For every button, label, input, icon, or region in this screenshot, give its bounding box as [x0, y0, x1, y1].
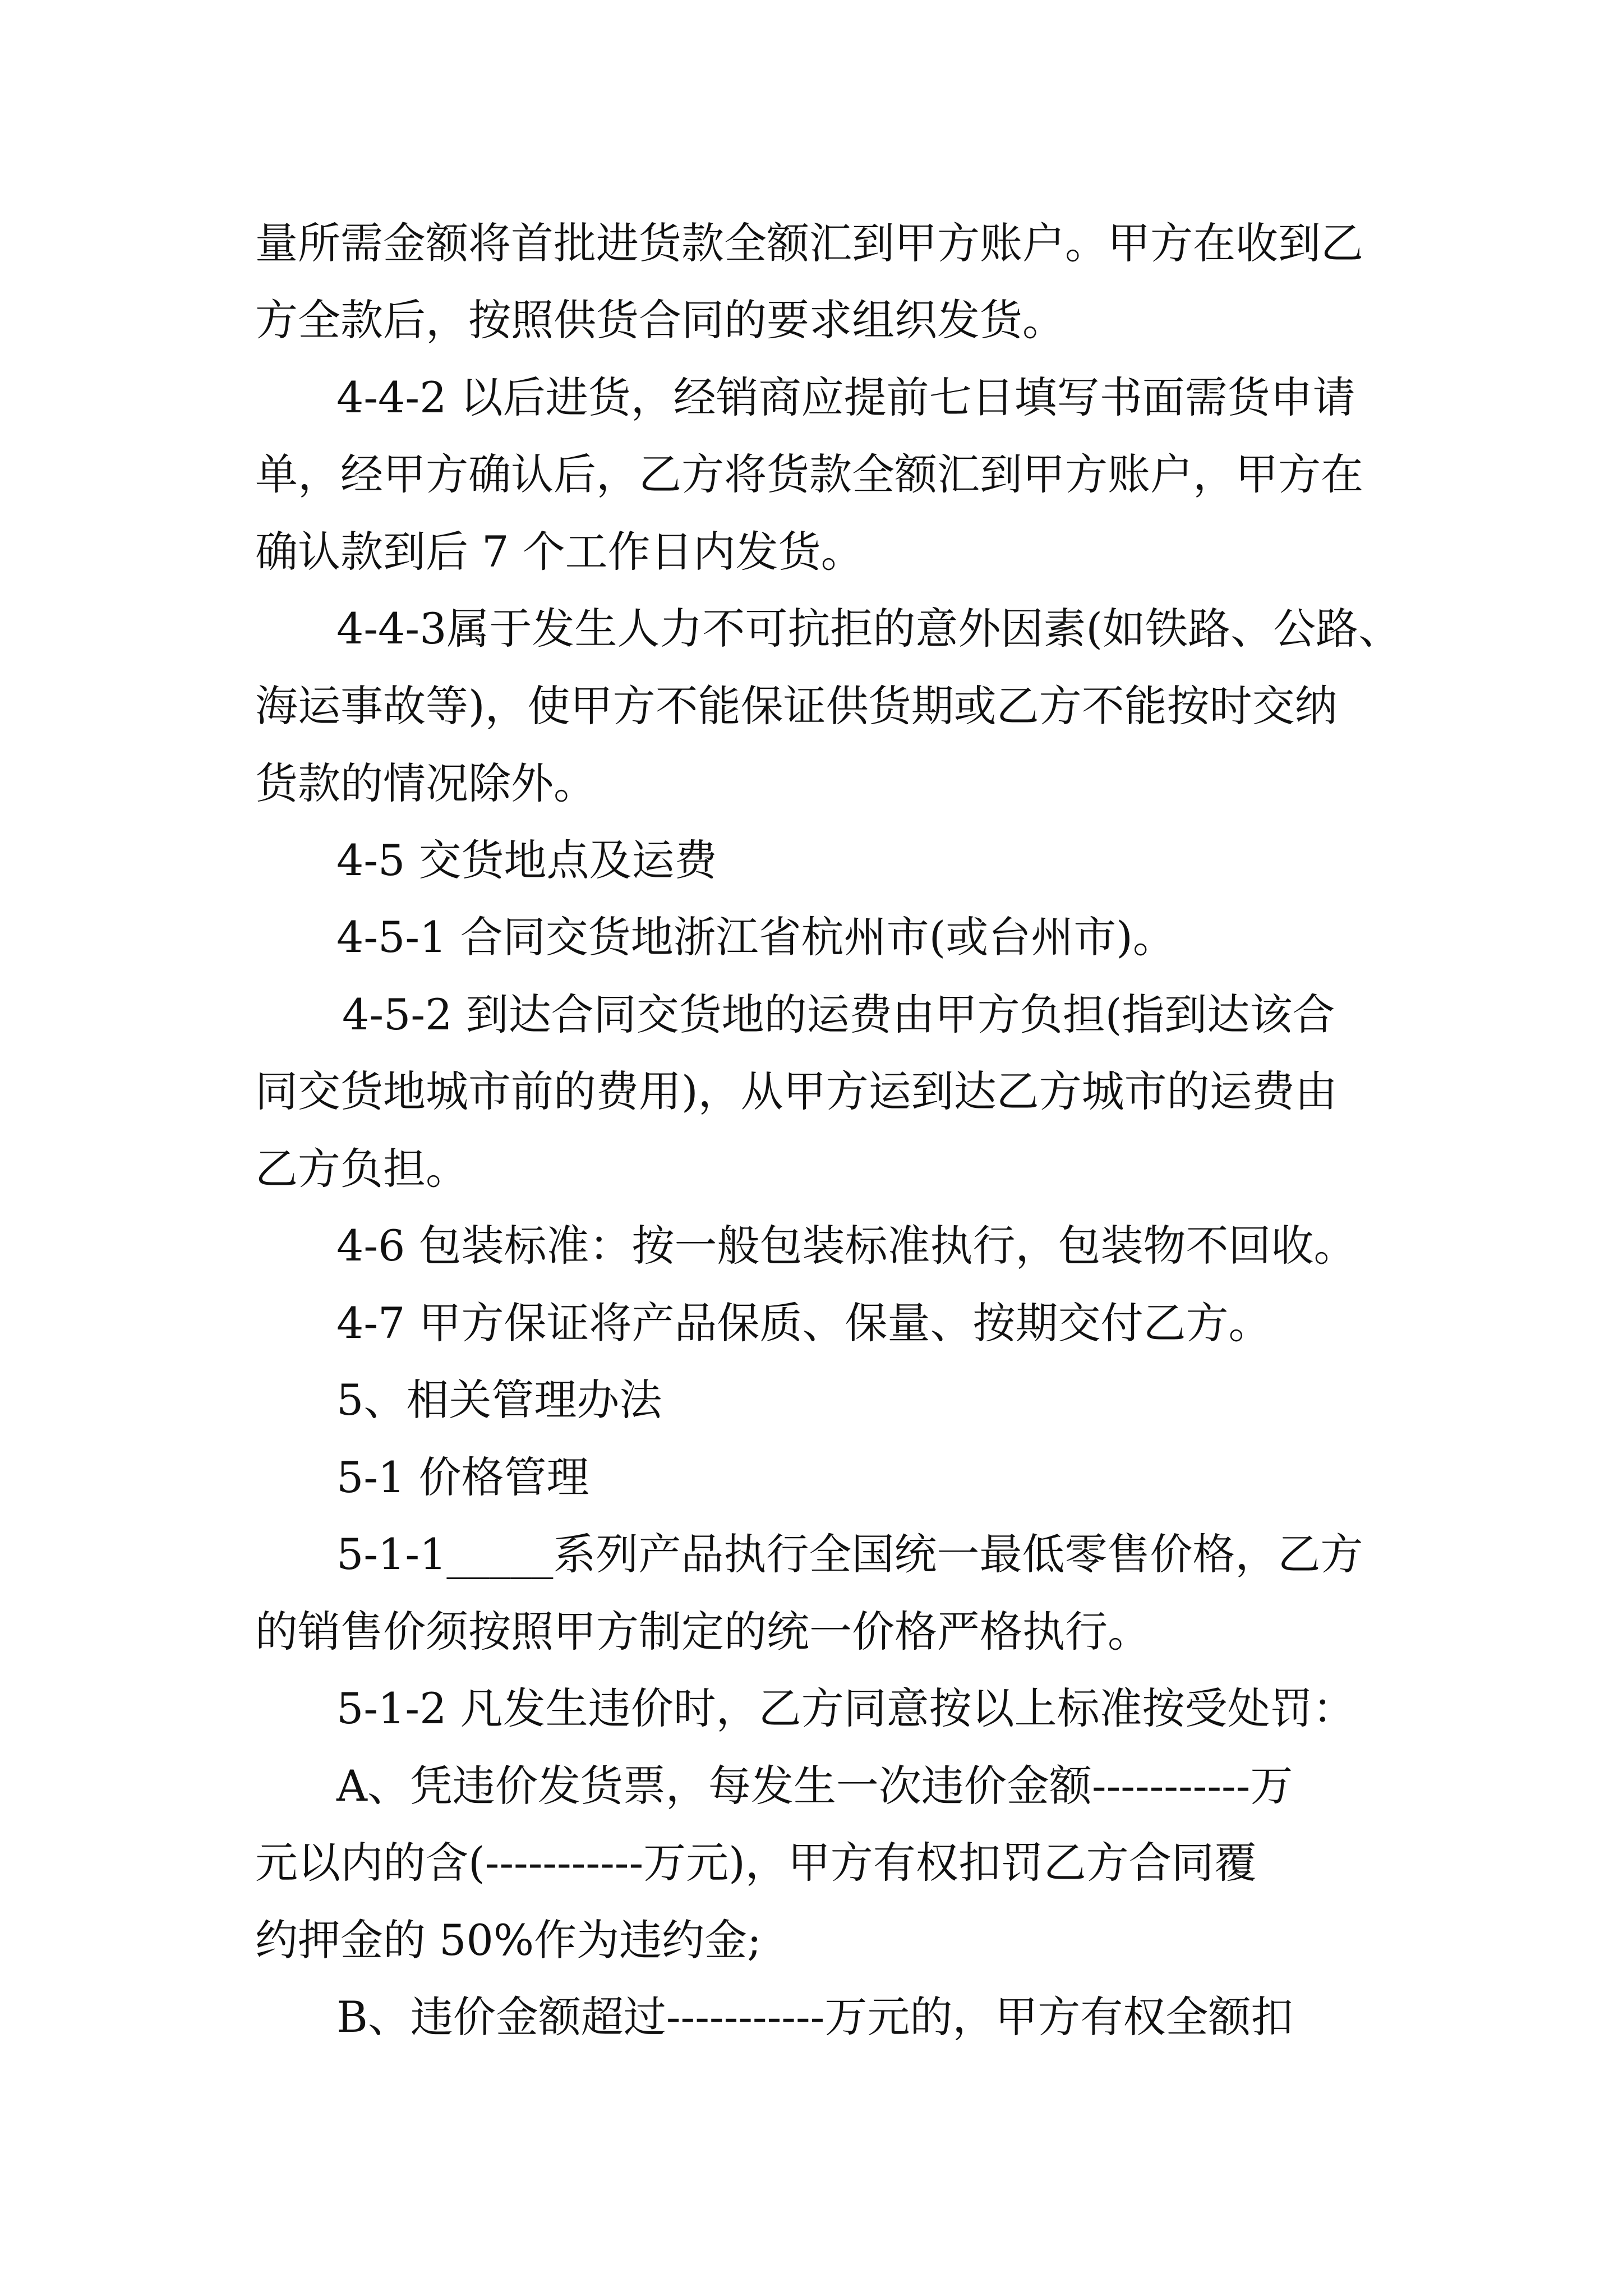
- text-line: 4-5 交货地点及运费: [336, 835, 717, 885]
- text-line: 4-4-2 以后进货，经销商应提前七日填写书面需货申请: [336, 372, 1355, 422]
- text-line: 5-1-1_____系列产品执行全国统一最低零售价格，乙方: [336, 1529, 1363, 1579]
- text-line: 海运事故等)，使甲方不能保证供货期或乙方不能按时交纳: [255, 681, 1338, 731]
- text-line: 5-1-2 凡发生违价时，乙方同意按以上标准按受处罚：: [336, 1683, 1355, 1733]
- text-line: 4-7 甲方保证将产品保质、保量、按期交付乙方。: [336, 1298, 1271, 1348]
- text-line: 方全款后，按照供货合同的要求组织发货。: [255, 295, 1065, 345]
- text-line: 元以内的含(-----------万元)，甲方有权扣罚乙方合同覆: [255, 1838, 1257, 1888]
- text-line: 量所需金额将首批进货款全额汇到甲方账户。甲方在收到乙: [255, 218, 1363, 268]
- text-line: 4-6 包装标准：按一般包装标准执行，包装物不回收。: [336, 1221, 1357, 1271]
- text-line: 4-4-3属于发生人力不可抗拒的意外因素(如铁路、公路、: [336, 604, 1401, 654]
- text-line: 5、相关管理办法: [336, 1375, 662, 1425]
- text-line: 4-5-2 到达合同交货地的运费由甲方负担(指到达该合: [342, 990, 1335, 1039]
- text-line: 货款的情况除外。: [255, 758, 596, 808]
- text-line: 同交货地城市前的费用)，从甲方运到达乙方城市的运费由: [255, 1066, 1338, 1116]
- text-line: 确认款到后 7 个工作日内发货。: [255, 527, 864, 577]
- text-line: A、凭违价发货票，每发生一次违价金额-----------万: [336, 1761, 1293, 1811]
- text-line: 单，经甲方确认后，乙方将货款全额汇到甲方账户，甲方在: [255, 449, 1363, 499]
- text-line: 的销售价须按照甲方制定的统一价格严格执行。: [255, 1607, 1150, 1657]
- text-line: 5-1 价格管理: [336, 1452, 589, 1502]
- text-line: 约押金的 50%作为违约金;: [255, 1915, 762, 1965]
- text-line: 乙方负担。: [255, 1144, 468, 1194]
- text-line: B、违价金额超过-----------万元的，甲方有权全额扣: [336, 1992, 1294, 2042]
- text-line: 4-5-1 合同交货地浙江省杭州市(或台州市)。: [336, 912, 1175, 962]
